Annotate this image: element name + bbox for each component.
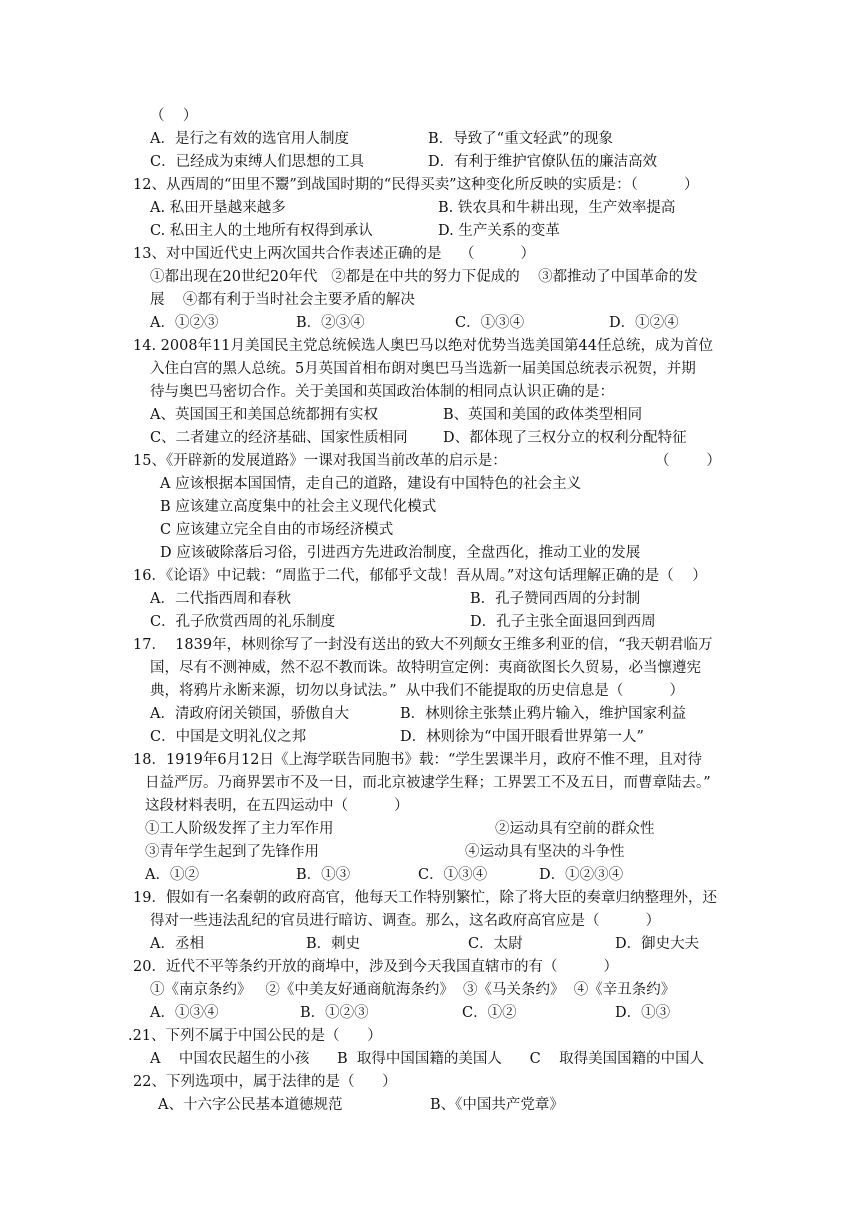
q12-option-c: C. 私田主人的土地所有权得到承认 bbox=[150, 223, 373, 239]
q17-option-c: C．中国是文明礼仪之邦 bbox=[150, 729, 307, 745]
q22-option-a: A、十六字公民基本道德规范 bbox=[158, 1097, 343, 1113]
q22-stem: 22、下列选项中，属于法律的是（ ） bbox=[133, 1074, 397, 1090]
q19-option-b: B．刺史 bbox=[306, 936, 361, 952]
q19-stem-line-2: 得对一些违法乱纪的官员进行暗访、调查。那么，这名政府高官应是（ ） bbox=[150, 913, 661, 929]
q14-option-b: B、英国和美国的政体类型相同 bbox=[443, 407, 643, 423]
q11-option-b: B．导致了“重文轻武”的现象 bbox=[428, 131, 613, 147]
q18-item-3: ③青年学生起到了先锋作用 bbox=[145, 844, 319, 860]
q15-answer-blank: （ ） bbox=[655, 453, 721, 469]
q19-option-c: C．太尉 bbox=[468, 936, 523, 952]
q20-option-c: C．①② bbox=[462, 1005, 517, 1021]
q14-option-a: A、英国国王和美国总统都拥有实权 bbox=[150, 407, 378, 423]
q12-stem: 12、从西周的“田里不鬻”到战国时期的“民得买卖”这种变化所反映的实质是：（ ） bbox=[133, 177, 699, 193]
q20-stem: 20．近代不平等条约开放的商埠中，涉及到今天我国直辖市的有（ ） bbox=[133, 959, 619, 975]
q20-option-d: D．①③ bbox=[615, 1005, 671, 1021]
q15-option-a: A 应该根据本国国情，走自己的道路，建设有中国特色的社会主义 bbox=[160, 476, 582, 492]
q12-option-b: B. 铁农具和牛耕出现，生产效率提高 bbox=[438, 200, 676, 216]
q13-option-d: D．①②④ bbox=[609, 315, 679, 331]
q21-stem: .21、下列不属于中国公民的是（ ） bbox=[128, 1028, 382, 1044]
q17-option-b: B．林则徐主张禁止鸦片输入，维护国家利益 bbox=[400, 706, 687, 722]
q11-option-d: D．有利于维护官僚队伍的廉洁高效 bbox=[428, 154, 658, 170]
q13-option-c: C．①③④ bbox=[455, 315, 525, 331]
q12-option-d: D. 生产关系的变革 bbox=[438, 223, 560, 239]
q18-stem-line-2: 日益严厉。乃商界罢市不及一日，而北京被逮学生释；工界罢工不及五日，而曹章陆去。” bbox=[145, 775, 711, 791]
q22-option-b: B、《中国共产党章》 bbox=[430, 1097, 564, 1113]
q14-stem-line-2: 入住白宫的黑人总统。5月英国首相布朗对奥巴马当选新一届美国总统表示祝贺，并期 bbox=[150, 361, 696, 377]
q14-option-c: C、二者建立的经济基础、国家性质相同 bbox=[150, 430, 408, 446]
q21-options: A 中国农民超生的小孩 B 取得中国国籍的美国人 C 取得美国国籍的中国人 bbox=[150, 1051, 705, 1067]
q12-option-a: A. 私田开垦越来越多 bbox=[150, 200, 286, 216]
q11-answer-blank: （ ） bbox=[150, 108, 198, 124]
q13-items-line-1: ①都出现在20世纪20年代 ②都是在中共的努力下促成的 ③都推动了中国革命的发 bbox=[150, 269, 698, 285]
q13-items-line-2: 展 ④都有利于当时社会主要矛盾的解决 bbox=[150, 292, 415, 308]
q16-option-d: D．孔子主张全面退回到西周 bbox=[470, 614, 656, 630]
q17-stem-line-2: 国，尽有不测神威，然不忍不教而诛。故特明宣定例：夷商欲图长久贸易，必当懔遵宪 bbox=[150, 660, 701, 676]
q14-option-d: D、都体现了三权分立的权利分配特征 bbox=[443, 430, 687, 446]
q19-option-d: D．御史大夫 bbox=[615, 936, 700, 952]
q18-option-b: B．①③ bbox=[296, 867, 351, 883]
q18-stem-line-1: 18．1919年6月12日《上海学联告同胞书》载：“学生罢课半月，政府不惟不理，且对待 bbox=[133, 752, 702, 768]
q18-option-c: C．①③④ bbox=[418, 867, 488, 883]
q17-stem-line-3: 典，将鸦片永断来源，切勿以身试法。” 从中我们不能提取的历史信息是（ ） bbox=[150, 683, 684, 699]
q16-option-c: C．孔子欣赏西周的礼乐制度 bbox=[150, 614, 336, 630]
q15-option-c: C 应该建立完全自由的市场经济模式 bbox=[160, 522, 394, 538]
q20-items: ①《南京条约》 ②《中美友好通商航海条约》 ③《马关条约》 ④《辛丑条约》 bbox=[150, 982, 676, 998]
q15-option-b: B 应该建立高度集中的社会主义现代化模式 bbox=[160, 499, 437, 515]
q13-stem: 13、对中国近代史上两次国共合作表述正确的是 （ ） bbox=[133, 246, 535, 262]
q17-stem-line-1: 17． 1839年，林则徐写了一封没有送出的致大不列颠女王维多利亚的信，“我天朝君临万 bbox=[133, 637, 713, 653]
q13-option-b: B．②③④ bbox=[296, 315, 365, 331]
q20-option-a: A．①③④ bbox=[150, 1005, 219, 1021]
q18-option-a: A．①② bbox=[145, 867, 199, 883]
q18-item-4: ④运动具有坚决的斗争性 bbox=[465, 844, 625, 860]
q14-stem-line-3: 待与奥巴马密切合作。关于美国和英国政治体制的相同点认识正确的是： bbox=[150, 384, 614, 400]
q14-stem-line-1: 14. 2008年11月美国民主党总统候选人奥巴马以绝对优势当选美国第44任总统，成为首位 bbox=[133, 338, 713, 354]
q15-stem: 15、《开辟新的发展道路》一课对我国当前改革的启示是： bbox=[133, 453, 507, 469]
q11-option-a: A．是行之有效的选官用人制度 bbox=[150, 131, 349, 147]
q11-option-c: C．已经成为束缚人们思想的工具 bbox=[150, 154, 365, 170]
q18-stem-line-3: 这段材料表明，在五四运动中（ ） bbox=[145, 798, 409, 814]
q18-item-2: ②运动具有空前的群众性 bbox=[495, 821, 655, 837]
q13-option-a: A．①②③ bbox=[150, 315, 219, 331]
q20-option-b: B．①②③ bbox=[300, 1005, 369, 1021]
q16-option-b: B．孔子赞同西周的分封制 bbox=[470, 591, 641, 607]
q19-option-a: A．丞相 bbox=[150, 936, 204, 952]
q15-option-d: D 应该破除落后习俗，引进西方先进政治制度，全盘西化，推动工业的发展 bbox=[160, 545, 641, 561]
q18-item-1: ①工人阶级发挥了主力军作用 bbox=[145, 821, 334, 837]
q19-stem-line-1: 19．假如有一名秦朝的政府高官，他每天工作特别繁忙，除了将大臣的奏章归纳整理外，还 bbox=[133, 890, 717, 906]
q18-option-d: D．①②③④ bbox=[539, 867, 624, 883]
q17-option-d: D．林则徐为“中国开眼看世界第一人” bbox=[400, 729, 644, 745]
q16-stem: 16．《论语》中记载：“周监于二代，郁郁乎文哉！吾从周。”对这句话理解正确的是（ ） bbox=[133, 568, 707, 584]
q16-option-a: A．二代指西周和春秋 bbox=[150, 591, 291, 607]
q17-option-a: A．清政府闭关锁国，骄傲自大 bbox=[150, 706, 349, 722]
